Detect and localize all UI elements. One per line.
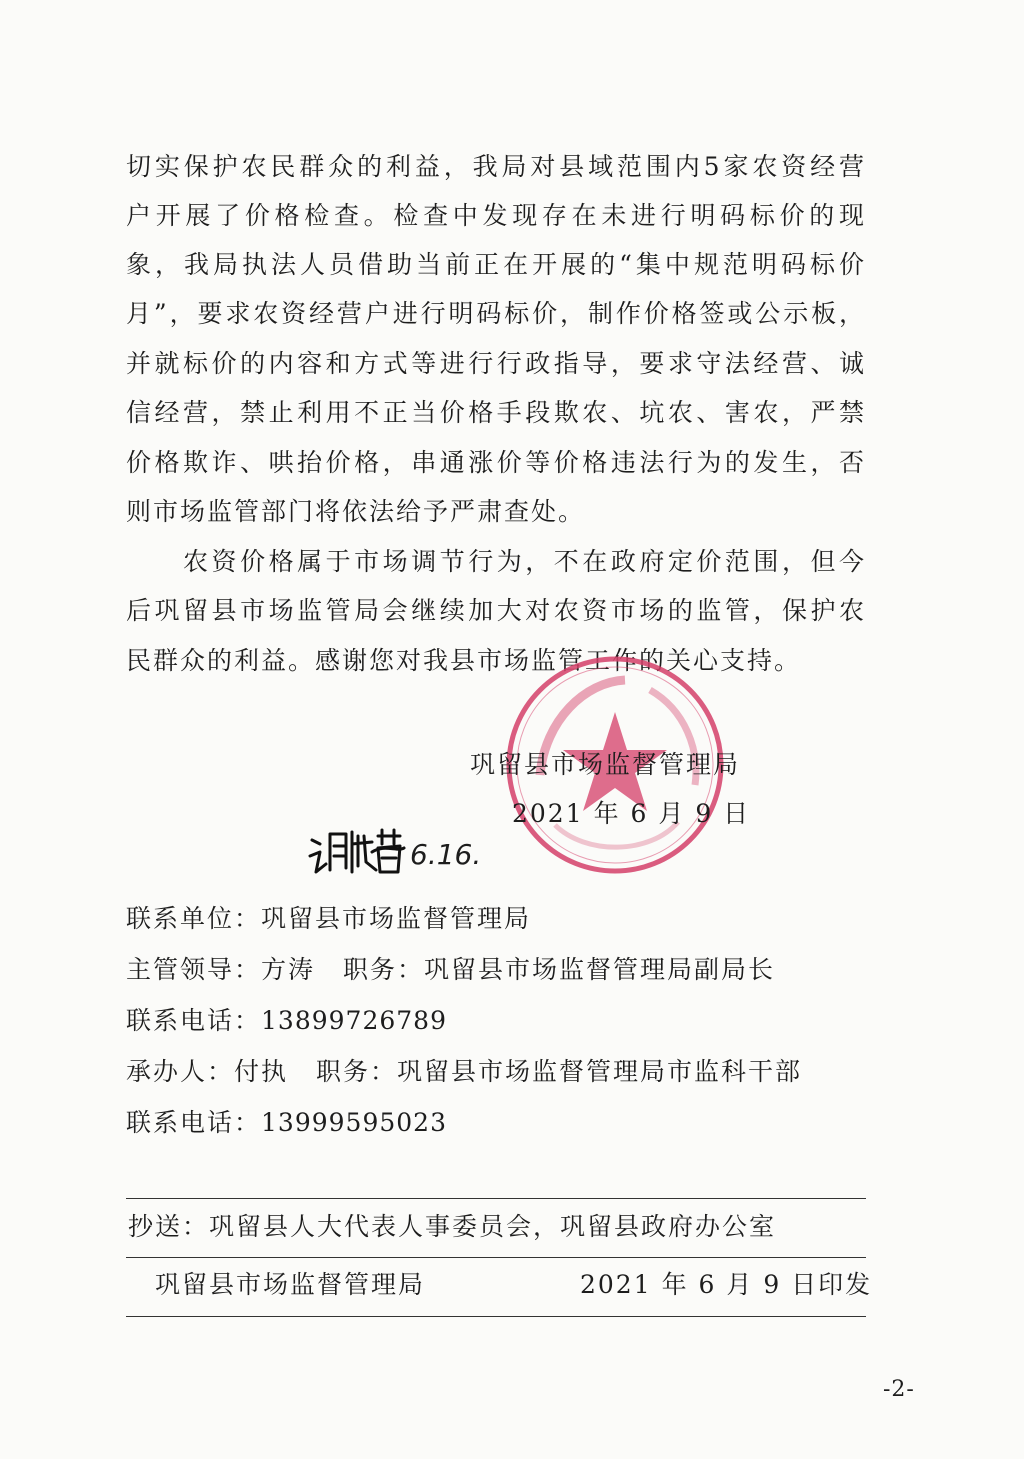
contact-phone-1 (126, 1004, 447, 1038)
body-line: 农资价格属于市场调节行为，不在政府定价范围，但今 (126, 547, 866, 576)
body-line: 并就标价的内容和方式等进行行政指导，要求守法经营、诚 (126, 349, 866, 378)
body-line: 信经营，禁止利用不正当价格手段欺农、坑农、害农，严禁 (126, 398, 866, 427)
footer-divider-middle (126, 1257, 866, 1258)
contact-phone-1-value: 13899726789 (261, 1006, 447, 1035)
footer-cc-line: 抄送：巩留县人大代表人事委员会，巩留县政府办公室 (128, 1212, 777, 1241)
contact-unit (126, 902, 531, 936)
footer-divider-top (126, 1198, 866, 1199)
footer-divider-bottom (126, 1316, 866, 1317)
signoff-date: 2021 年 6 月 9 日 (512, 799, 751, 828)
footer-issuer: 巩留县市场监督管理局 (155, 1270, 426, 1299)
contact-handler-name: 付执 (234, 1057, 289, 1086)
contact-phone-2-value: 13999595023 (261, 1108, 447, 1137)
body-line: 户开展了价格检查。检查中发现存在未进行明码标价的现 (126, 201, 866, 230)
contact-leader (126, 953, 775, 987)
contact-leader-label: 主管领导： (126, 955, 262, 984)
contact-leader-post-label: 职务： (343, 955, 425, 984)
contact-unit-value: 巩留县市场监督管理局 (261, 904, 532, 933)
body-line: 则市场监管部门将依法给予严肃查处。 (126, 497, 586, 526)
body-line: 民群众的利益。感谢您对我县市场监管工作的关心支持。 (126, 646, 802, 675)
body-line: 后巩留县市场监管局会继续加大对农资市场的监管，保护农 (126, 596, 866, 625)
contact-handler-post: 巩留县市场监督管理局市监科干部 (397, 1057, 803, 1086)
body-line: 价格欺诈、哄抬价格，串通涨价等价格违法行为的发生，否 (126, 448, 866, 477)
contact-phone-1-label: 联系电话： (126, 1006, 262, 1035)
handwritten-date: 6.16. (410, 838, 482, 871)
contact-leader-name: 方涛 (261, 955, 316, 984)
body-line: 月”，要求农资经营户进行明码标价，制作价格签或公示板， (126, 299, 866, 328)
contact-handler-label: 承办人： (126, 1057, 235, 1086)
contact-phone-2 (126, 1106, 447, 1140)
contact-phone-2-label: 联系电话： (126, 1108, 262, 1137)
page-number: -2- (883, 1377, 915, 1402)
contact-handler (126, 1055, 802, 1089)
contact-unit-label: 联系单位： (126, 904, 262, 933)
footer-issue-date: 2021 年 6 月 9 日印发 (580, 1270, 873, 1299)
signoff-organization: 巩留县市场监督管理局 (470, 750, 741, 779)
body-line: 切实保护农民群众的利益，我局对县域范围内5家农资经营 (126, 152, 866, 181)
contact-handler-post-label: 职务： (316, 1057, 398, 1086)
body-line: 象，我局执法人员借助当前正在开展的“集中规范明码标价 (126, 250, 866, 279)
contact-leader-post: 巩留县市场监督管理局副局长 (424, 955, 776, 984)
